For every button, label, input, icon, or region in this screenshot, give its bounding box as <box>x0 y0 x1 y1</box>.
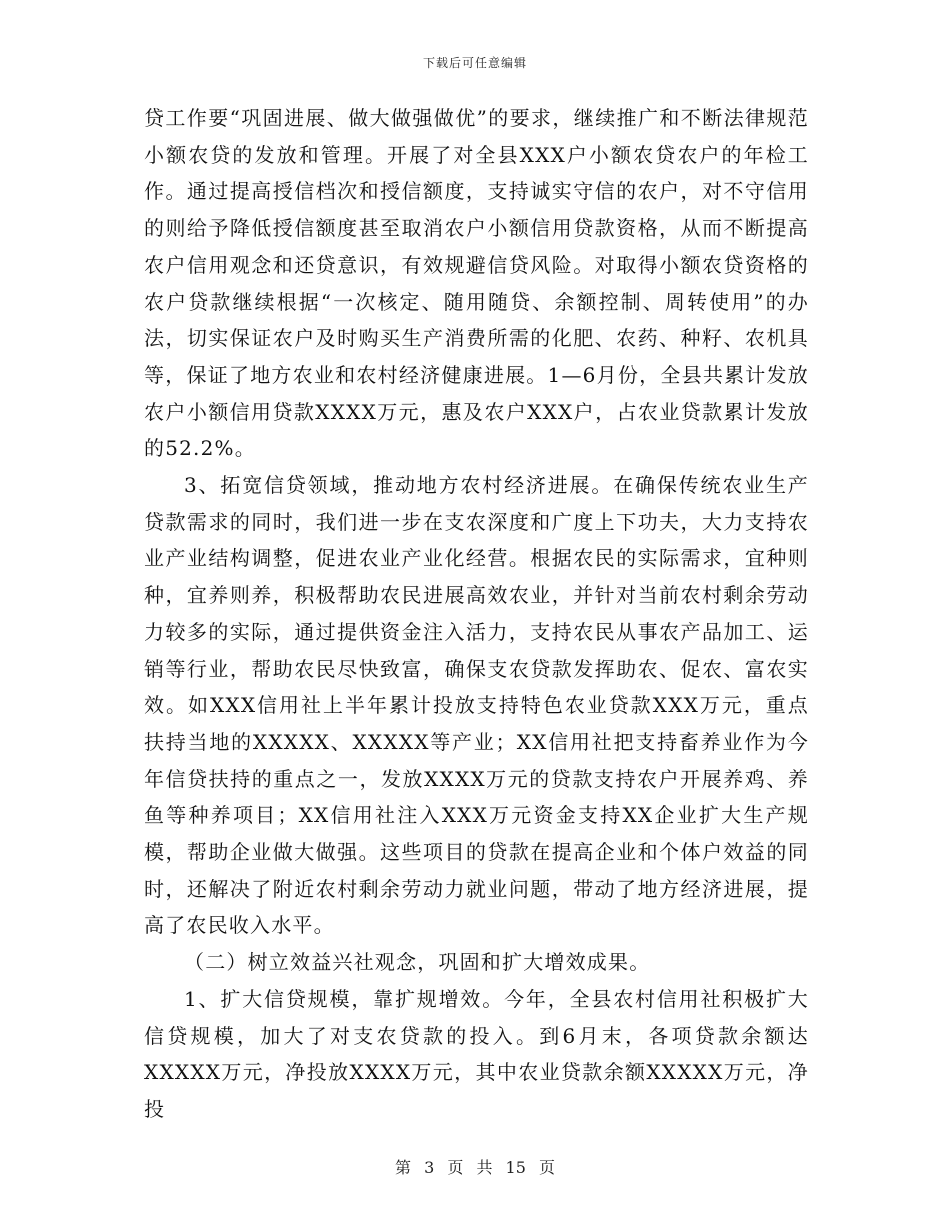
document-body <box>144 100 809 1128</box>
paragraph-1: 贷工作要“巩固进展、做大做强做优”的要求，继续推广和不断法律规范小额农贷的发放和管理。开展了对全县XXX户小额农贷农户的年检工作。通过提高授信档次和授信额度，支持诚实守信的农户，对不守信用的则给予降低授信额度甚至取消农户小额信用贷款资格，从而不断提高农户信用观念和还贷意识，有效规避信贷风险。对取得小额农贷资格的农户贷款继续根据“一次核定、随用随贷、余额控制、周转使用”的办法，切实保证农户及时购买生产消费所需的化肥、农药、种籽、农机具等，保证了地方农业和农村经济健康进展。1—6月份，全县共累计发放农户小额信用贷款XXXX万元，惠及农户XXX户，占农业贷款累计发放的52.2%。 <box>144 106 809 461</box>
section-heading: （二）树立效益兴社观念，巩固和扩大增效成果。 <box>184 950 651 975</box>
paragraph-3: 1、扩大信贷规模，靠扩规增效。今年，全县农村信用社积极扩大信贷规模，加大了对支农贷款的投入。到6月末，各项贷款余额达XXXXX万元，净投放XXXX万元，其中农业贷款余额XXXXX万元，净投 <box>144 986 809 1121</box>
page-number: 第 3 页 共 15 页 <box>395 1158 555 1177</box>
page-header: 下载后可任意编辑 <box>422 56 527 70</box>
paragraph-2: 3、拓宽信贷领域，推动地方农村经济进展。在确保传统农业生产贷款需求的同时，我们进一步在支农深度和广度上下功夫，大力支持农业产业结构调整，促进农业产业化经营。根据农民的实际需求，宜种则种，宜养则养，积极帮助农民进展高效农业，并针对当前农村剩余劳动力较多的实际，通过提供资金注入活力，支持农民从事农产品加工、运销等行业，帮助农民尽快致富，确保支农贷款发挥助农、促农、富农实效。如XXX信用社上半年累计投放支持特色农业贷款XXX万元，重点扶持当地的XXXXX、XXXXX等产业；XX信用社把支持畜养业作为今年信贷扶持的重点之一，发放XXXX万元的贷款支持农户开展养鸡、养鱼等种养项目；XX信用社注入XXX万元资金支持XX企业扩大生产规模，帮助企业做大做强。这些项目的贷款在提高企业和个体户效益的同时，还解决了附近农村剩余劳动力就业问题，带动了地方经济进展，提高了农民收入水平。 <box>144 473 809 938</box>
